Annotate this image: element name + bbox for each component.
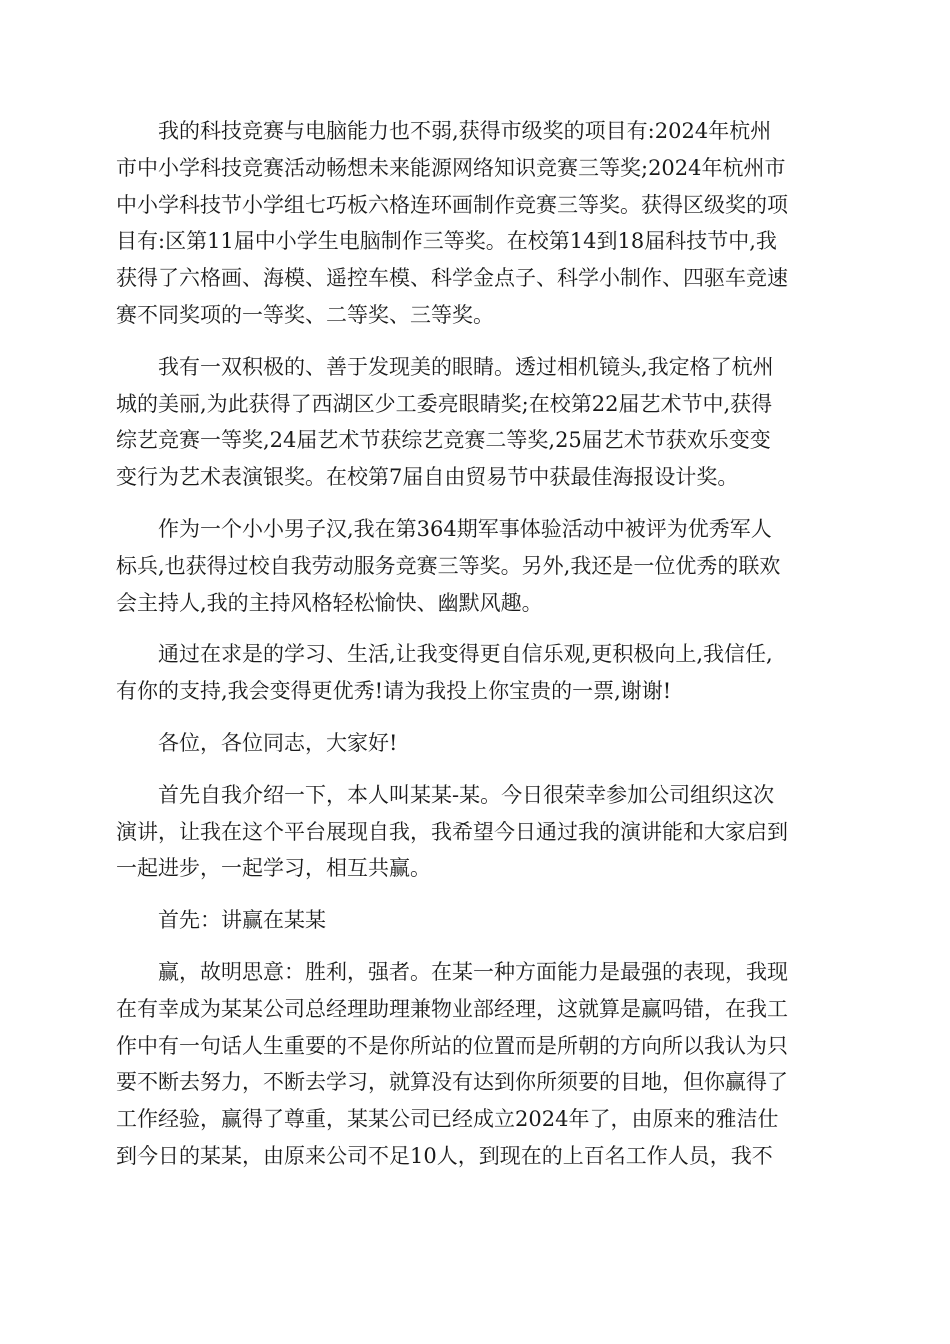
text-line: 通过在求是的学习、生活,让我变得更自信乐观,更积极向上,我信任, (158, 642, 773, 667)
text-line: 要不断去努力，不断去学习，就算没有达到你所须要的目地，但你赢得了 (116, 1070, 788, 1095)
text-line: 变行为艺术表演银奖。在校第7届自由贸易节中获最佳海报设计奖。 (116, 465, 739, 490)
text-line: 我有一双积极的、善于发现美的眼睛。透过相机镜头,我定格了杭州 (158, 354, 774, 379)
text-line: 首先自我介绍一下，本人叫某某-某。今日很荣幸参加公司组织这次 (158, 782, 775, 807)
text-line: 获得了六格画、海模、遥控车模、科学金点子、科学小制作、四驱车竞速 (116, 266, 788, 291)
text-line: 中小学科技节小学组七巧板六格连环画制作竞赛三等奖。获得区级奖的项 (116, 192, 788, 217)
text-line: 作中有一句话人生重要的不是你所站的位置而是所朝的方向所以我认为只 (116, 1033, 788, 1058)
text-line: 一起进步，一起学习，相互共赢。 (116, 856, 431, 881)
text-line: 在有幸成为某某公司总经理助理兼物业部经理，这就算是赢吗错，在我工 (116, 996, 788, 1021)
paragraph-win-meaning (116, 954, 834, 1175)
document-body (116, 113, 834, 1190)
paragraph-military-awards (116, 511, 834, 621)
text-line: 作为一个小小男子汉,我在第364期军事体验活动中被评为优秀军人 (158, 516, 772, 541)
paragraph-art-awards (116, 349, 834, 496)
text-line: 我的科技竞赛与电脑能力也不弱,获得市级奖的项目有:2024年杭州 (158, 119, 772, 143)
text-line: 城的美丽,为此获得了西湖区少工委亮眼睛奖;在校第22届艺术节中,获得 (116, 391, 773, 416)
paragraph-tech-awards (116, 113, 834, 334)
text-line: 有你的支持,我会变得更优秀!请为我投上你宝贵的一票,谢谢! (116, 679, 672, 704)
text-line: 工作经验，赢得了尊重，某某公司已经成立2024年了，由原来的雅洁仕 (116, 1107, 779, 1132)
text-line: 市中小学科技竞赛活动畅想未来能源网络知识竞赛三等奖;2024年杭州市 (116, 155, 786, 180)
text-line: 首先：讲赢在某某 (158, 908, 326, 933)
text-line: 目有:区第11届中小学生电脑制作三等奖。在校第14到18届科技节中,我 (116, 229, 777, 254)
text-line: 综艺竞赛一等奖,24届艺术节获综艺竞赛二等奖,25届艺术节获欢乐变变 (116, 428, 771, 453)
paragraph-section-heading (116, 902, 834, 939)
paragraph-greeting (116, 725, 834, 762)
text-line: 赛不同奖项的一等奖、二等奖、三等奖。 (116, 302, 494, 327)
text-line: 会主持人,我的主持风格轻松愉快、幽默风趣。 (116, 590, 543, 615)
text-line: 各位，各位同志，大家好! (158, 730, 398, 755)
text-line: 到今日的某某，由原来公司不足10人，到现在的上百名工作人员，我不 (116, 1143, 773, 1168)
text-line: 演讲，让我在这个平台展现自我，我希望今日通过我的演讲能和大家启到 (116, 819, 788, 844)
text-line: 赢，故明思意：胜利，强者。在某一种方面能力是最强的表现，我现 (158, 959, 788, 984)
paragraph-self-introduction (116, 777, 834, 887)
text-line: 标兵,也获得过校自我劳动服务竞赛三等奖。另外,我还是一位优秀的联欢 (116, 553, 781, 578)
paragraph-closing-appeal (116, 636, 834, 710)
